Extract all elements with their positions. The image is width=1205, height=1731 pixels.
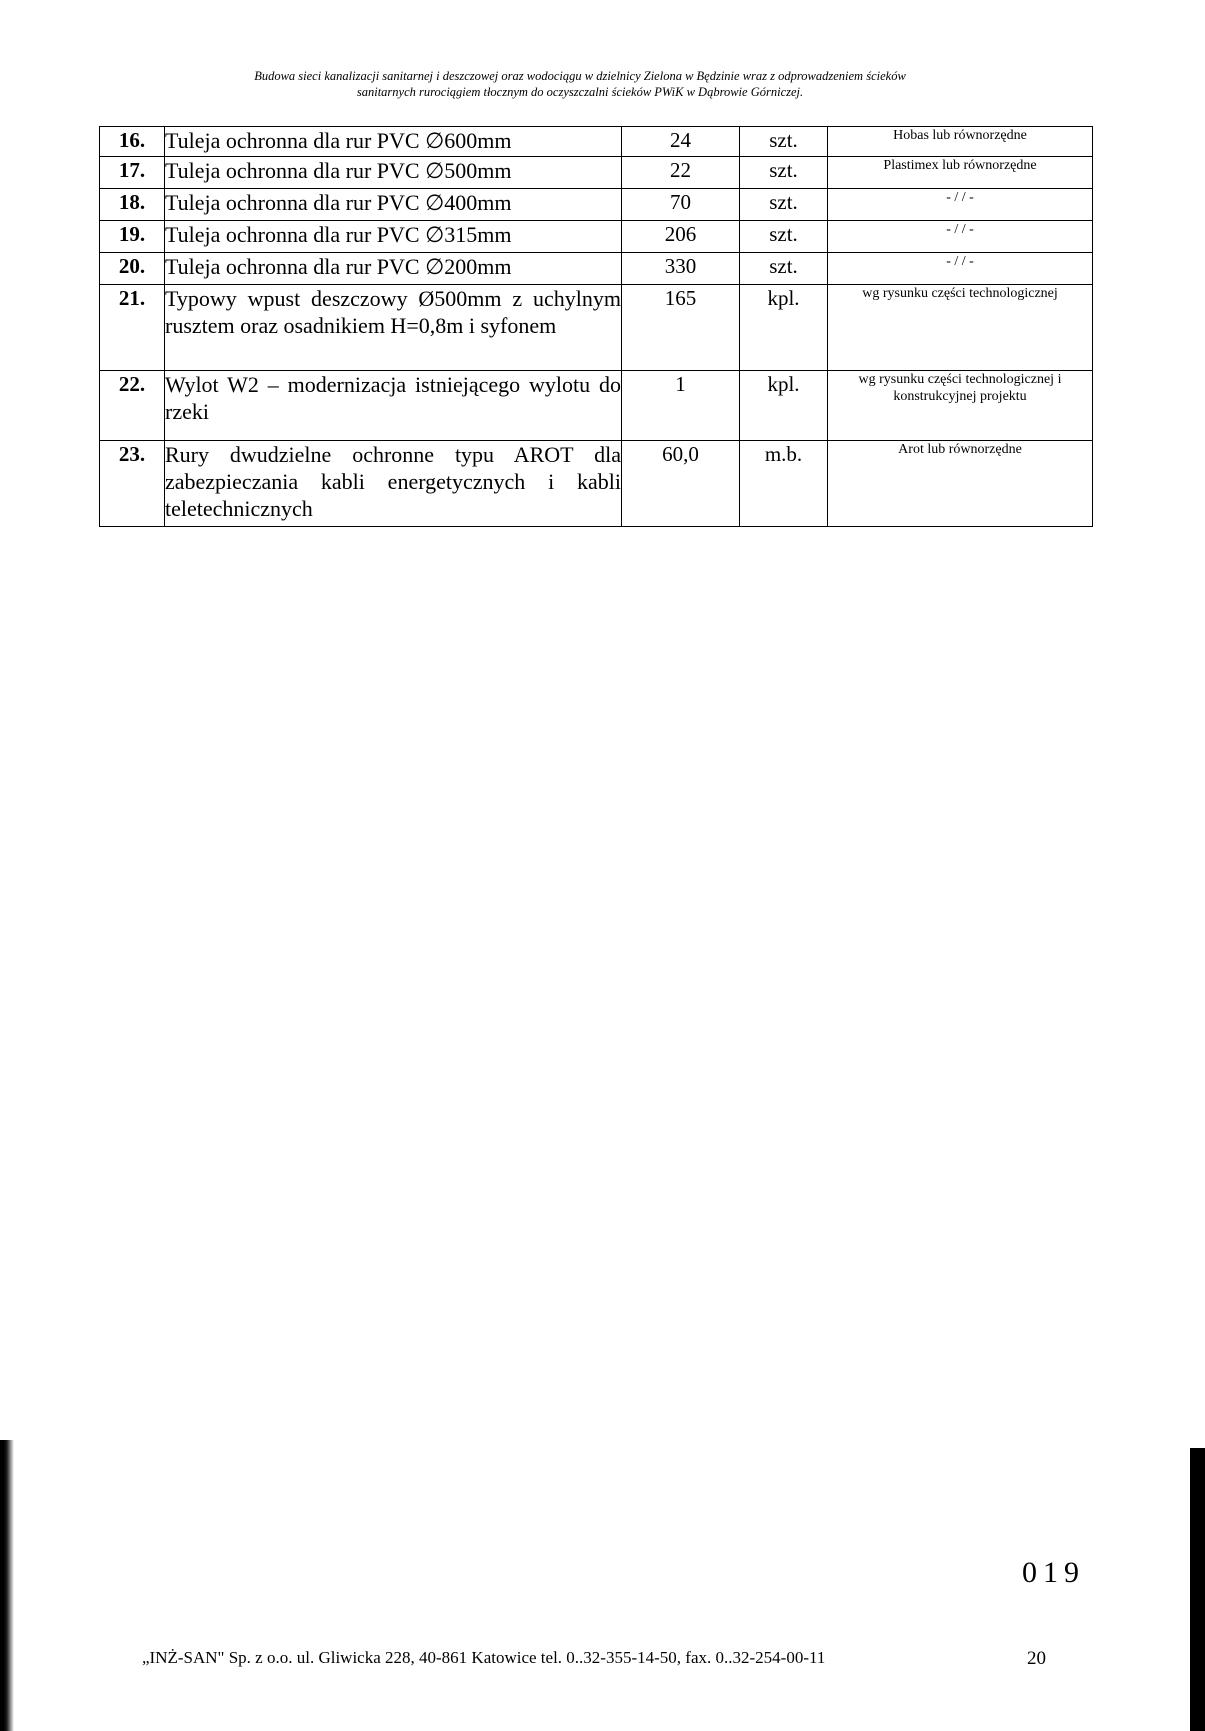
- item-unit: szt.: [740, 253, 828, 285]
- table-row: [100, 253, 1093, 285]
- item-quantity: 165: [622, 285, 740, 371]
- table-row: [100, 157, 1093, 189]
- item-unit: szt.: [740, 157, 828, 189]
- item-quantity: 60,0: [622, 441, 740, 527]
- item-note: wg rysunku części technologicznej: [828, 285, 1093, 371]
- table-row: [100, 127, 1093, 157]
- item-quantity: 206: [622, 221, 740, 253]
- row-number: 17.: [100, 157, 165, 189]
- scan-edge-right: [1190, 1448, 1205, 1731]
- item-unit: kpl.: [740, 371, 828, 441]
- table-row: [100, 441, 1093, 527]
- footer-company-info: „INŻ-SAN" Sp. z o.o. ul. Gliwicka 228, 40-861 Katowice tel. 0..32-355-14-50, fax. 0..32-254-00-11: [142, 1648, 826, 1667]
- item-note: wg rysunku części technologicznej i konstrukcyjnej projektu: [828, 371, 1093, 441]
- document-header: [120, 68, 1040, 100]
- item-quantity: 24: [622, 127, 740, 157]
- item-unit: szt.: [740, 127, 828, 157]
- item-description: Tuleja ochronna dla rur PVC ∅500mm: [165, 157, 622, 189]
- item-unit: kpl.: [740, 285, 828, 371]
- table-row: [100, 189, 1093, 221]
- table-row: [100, 285, 1093, 371]
- item-unit: m.b.: [740, 441, 828, 527]
- item-quantity: 330: [622, 253, 740, 285]
- scan-edge-left: [0, 1440, 14, 1731]
- item-unit: szt.: [740, 189, 828, 221]
- row-number: 22.: [100, 371, 165, 441]
- item-description: Tuleja ochronna dla rur PVC ∅600mm: [165, 127, 622, 157]
- item-note: - / / -: [828, 221, 1093, 253]
- row-number: 18.: [100, 189, 165, 221]
- page-number: 20: [1027, 1648, 1046, 1669]
- item-unit: szt.: [740, 221, 828, 253]
- row-number: 21.: [100, 285, 165, 371]
- item-note: Hobas lub równorzędne: [828, 127, 1093, 157]
- items-table: [99, 126, 1093, 527]
- row-number: 16.: [100, 127, 165, 157]
- table-row: [100, 221, 1093, 253]
- item-description: Tuleja ochronna dla rur PVC ∅315mm: [165, 221, 622, 253]
- row-number: 23.: [100, 441, 165, 527]
- header-line-1: Budowa sieci kanalizacji sanitarnej i deszczowej oraz wodociągu w dzielnicy Zielona w Będzinie wraz z odprowadzeniem ścieków: [254, 69, 906, 83]
- document-stamp-code: 019: [1022, 1556, 1085, 1589]
- item-description: Rury dwudzielne ochronne typu AROT dla zabezpieczania kabli energetycznych i kabli teletechnicznych: [165, 441, 622, 527]
- row-number: 19.: [100, 221, 165, 253]
- item-note: - / / -: [828, 253, 1093, 285]
- item-quantity: 22: [622, 157, 740, 189]
- item-description: Wylot W2 – modernizacja istniejącego wylotu do rzeki: [165, 371, 622, 441]
- item-note: - / / -: [828, 189, 1093, 221]
- item-note: Arot lub równorzędne: [828, 441, 1093, 527]
- item-quantity: 1: [622, 371, 740, 441]
- item-note: Plastimex lub równorzędne: [828, 157, 1093, 189]
- table-row: [100, 371, 1093, 441]
- item-description: Tuleja ochronna dla rur PVC ∅200mm: [165, 253, 622, 285]
- row-number: 20.: [100, 253, 165, 285]
- item-description: Typowy wpust deszczowy Ø500mm z uchylnym rusztem oraz osadnikiem H=0,8m i syfonem: [165, 285, 622, 371]
- item-description: Tuleja ochronna dla rur PVC ∅400mm: [165, 189, 622, 221]
- header-line-2: sanitarnych rurociągiem tłocznym do oczyszczalni ścieków PWiK w Dąbrowie Górniczej.: [356, 85, 804, 99]
- item-quantity: 70: [622, 189, 740, 221]
